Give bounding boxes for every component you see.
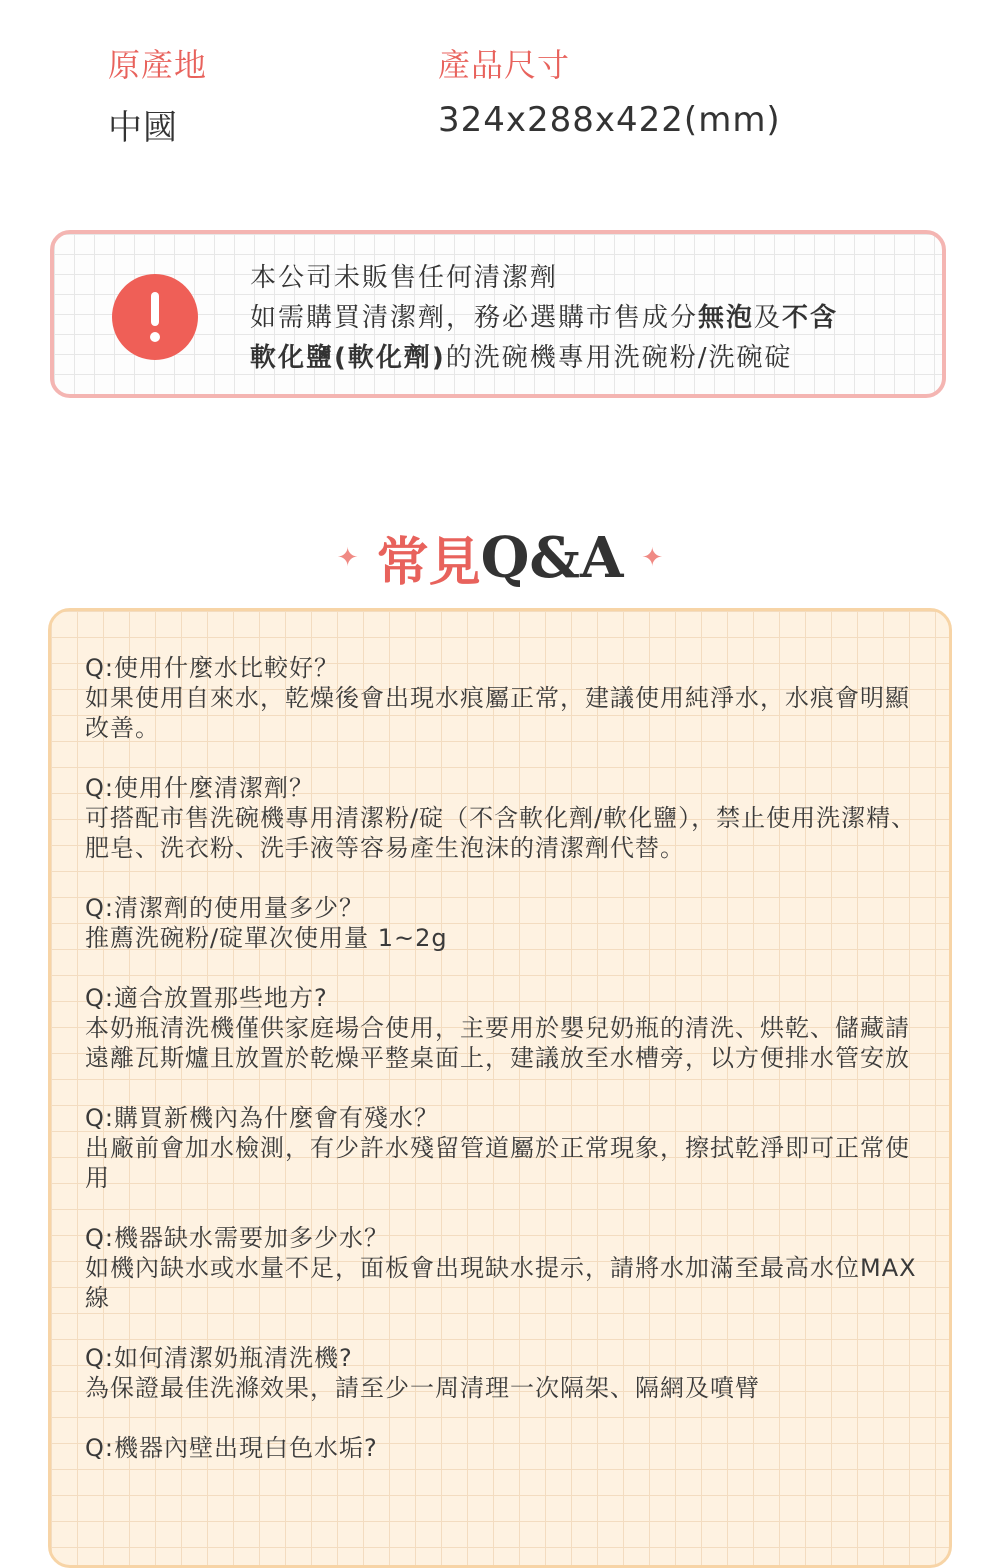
qa-item	[85, 653, 925, 743]
exclamation-icon	[112, 274, 198, 360]
qa-question: Q:適合放置那些地方?	[85, 984, 328, 1012]
origin-label: 原產地	[108, 46, 208, 84]
qa-question: Q:清潔劑的使用量多少？	[85, 894, 364, 922]
qa-question: Q:使用什麼清潔劑？	[85, 774, 314, 802]
qa-answer: 可搭配市售洗碗機專用清潔粉/碇（不含軟化劑/軟化鹽），禁止使用洗潔精、肥皂、洗衣粉、洗手液等容易產生泡沫的清潔劑代替。	[85, 804, 917, 862]
qa-question: Q:機器內壁出現白色水垢?	[85, 1434, 378, 1462]
qa-question: Q:購買新機內為什麼會有殘水？	[85, 1104, 439, 1132]
qa-answer: 如機內缺水或水量不足，面板會出現缺水提示，請將水加滿至最高水位MAX線	[85, 1254, 917, 1312]
detergent-notice	[50, 230, 946, 398]
notice-line-1: 本公司未販售任何清潔劑	[250, 263, 559, 293]
sparkle-icon: ✦	[641, 542, 664, 573]
qa-question: Q:機器缺水需要加多少水？	[85, 1224, 389, 1252]
qa-item	[85, 893, 925, 953]
notice-line-3: 軟化鹽(軟化劑)的洗碗機專用洗碗粉/洗碗碇	[250, 343, 793, 373]
notice-line-2: 如需購買清潔劑，務必選購市售成分無泡及不含	[250, 303, 839, 333]
qa-item	[85, 1103, 925, 1193]
qa-question: Q:使用什麼水比較好？	[85, 654, 339, 682]
sparkle-icon: ✦	[336, 542, 359, 573]
qa-answer: 為保證最佳洗滌效果，請至少一周清理一次隔架、隔網及噴臂	[85, 1374, 760, 1402]
qa-item	[85, 1433, 925, 1463]
qa-heading: ✦ 常見Q&A ✦	[336, 524, 664, 593]
size-value: 324x288x422(mm)	[438, 100, 781, 140]
origin-value: 中國	[108, 108, 178, 148]
qa-answer: 如果使用自來水，乾燥後會出現水痕屬正常，建議使用純淨水，水痕會明顯改善。	[85, 684, 910, 742]
qa-item	[85, 773, 925, 863]
qa-list	[85, 653, 925, 1493]
qa-item	[85, 983, 925, 1073]
qa-answer: 出廠前會加水檢測，有少許水殘留管道屬於正常現象，擦拭乾淨即可正常使用	[85, 1134, 910, 1192]
qa-question: Q:如何清潔奶瓶清洗機?	[85, 1344, 353, 1372]
qa-answer: 推薦洗碗粉/碇單次使用量 1~2g	[85, 924, 448, 952]
qa-item	[85, 1343, 925, 1403]
qa-item	[85, 1223, 925, 1313]
size-label: 產品尺寸	[438, 46, 571, 84]
notice-text	[250, 258, 930, 378]
qa-panel	[48, 608, 952, 1568]
qa-answer: 本奶瓶清洗機僅供家庭場合使用，主要用於嬰兒奶瓶的清洗、烘乾、儲藏請遠離瓦斯爐且放置於乾燥平整桌面上，建議放至水槽旁，以方便排水管安放	[85, 1014, 910, 1072]
